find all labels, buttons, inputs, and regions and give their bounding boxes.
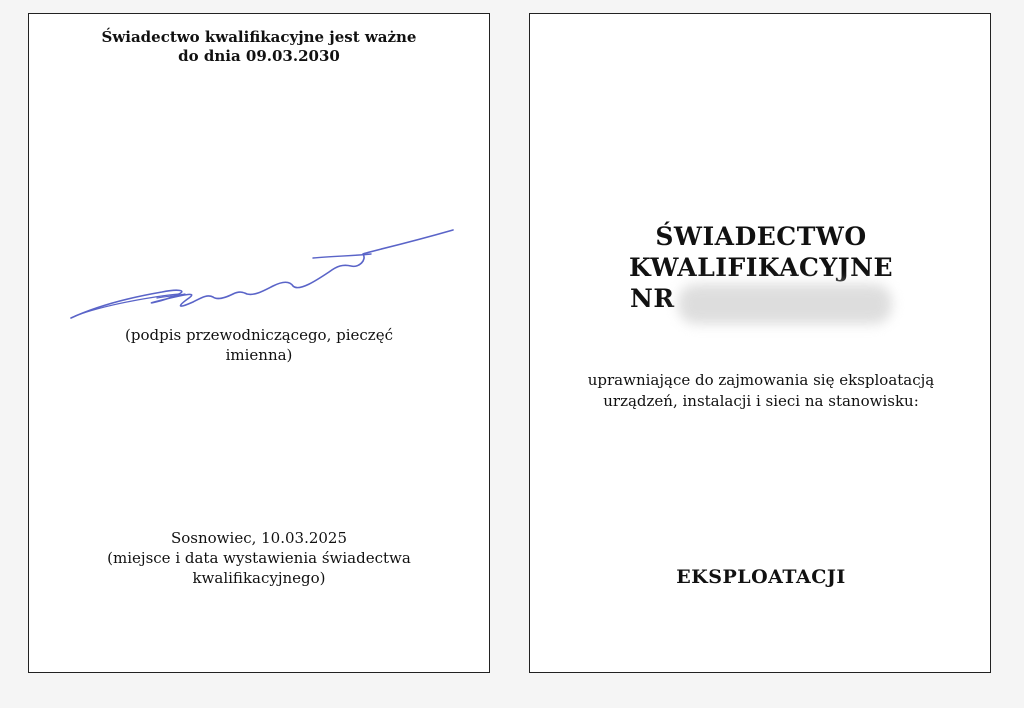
entitlement-line-1: uprawniające do zajmowania się eksploatacją bbox=[587, 371, 935, 389]
issue-caption bbox=[29, 548, 489, 588]
entitlement-text bbox=[530, 370, 992, 412]
validity-line-1: Świadectwo kwalifikacyjne jest ważne bbox=[101, 28, 417, 46]
issue-caption-line-1: (miejsce i data wystawienia świadectwa bbox=[107, 549, 411, 567]
redacted-number bbox=[678, 284, 892, 324]
certificate-number bbox=[630, 283, 675, 314]
handwritten-signature bbox=[67, 206, 457, 326]
signature-caption bbox=[29, 325, 489, 365]
validity-notice bbox=[29, 28, 489, 66]
signature-caption-line-1: (podpis przewodniczącego, pieczęć bbox=[125, 326, 393, 344]
certificate-back-page bbox=[28, 13, 490, 673]
title-line-1: ŚWIADECTWO bbox=[655, 222, 867, 251]
issue-caption-line-2: kwalifikacyjnego) bbox=[192, 569, 326, 587]
certificate-front-page bbox=[529, 13, 991, 673]
entitlement-line-2: urządzeń, instalacji i sieci na stanowisku: bbox=[603, 392, 919, 410]
certificate-title bbox=[530, 221, 992, 283]
title-line-2: KWALIFIKACYJNE bbox=[628, 253, 894, 282]
number-prefix: NR bbox=[630, 284, 675, 313]
position-name: EKSPLOATACJI bbox=[676, 566, 846, 588]
issue-place-date: Sosnowiec, 10.03.2025 bbox=[170, 529, 348, 547]
signature-caption-line-2: imienna) bbox=[225, 346, 293, 364]
validity-line-2: do dnia 09.03.2030 bbox=[178, 47, 340, 65]
